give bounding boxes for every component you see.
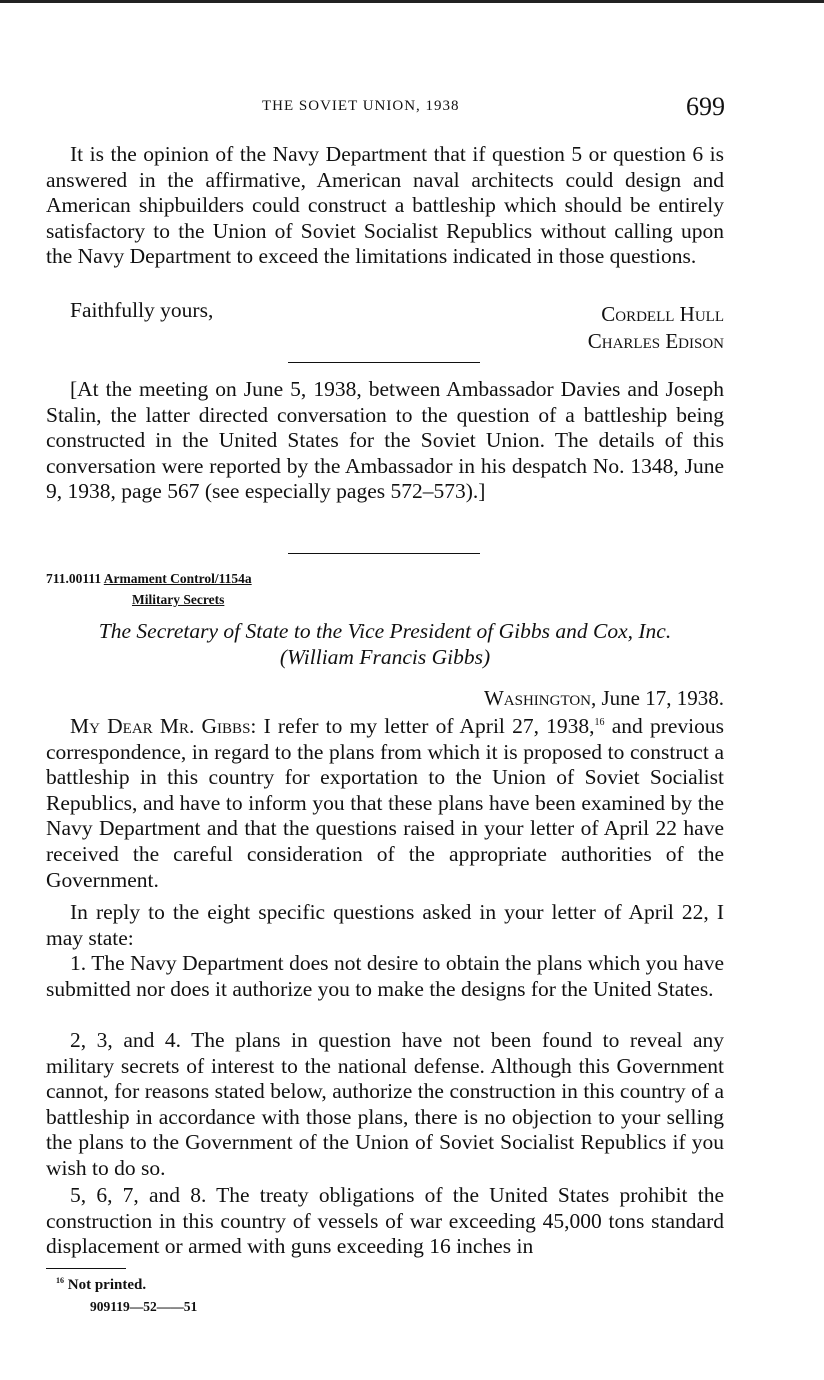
bracketed-editorial-note: [At the meeting on June 5, 1938, between Ambassador Davies and Joseph Stalin, the latter directed conversation to the question of a battleship being constructed in the United States for the Soviet Union. The details of this conversation were reported by the Ambassador in his despatch No. 1348, June 9, 1938, page 567 (see especially pages 572–573).] <box>46 377 724 504</box>
salutation: My Dear Mr. Gibbs <box>70 714 251 738</box>
dateline <box>484 686 724 711</box>
dateline-place: Washington <box>483 686 591 710</box>
file-number-main: Armament Control/1154a <box>103 571 252 586</box>
signature-hull: Cordell Hull <box>601 302 724 326</box>
file-number <box>46 571 252 587</box>
section-divider <box>288 362 480 363</box>
footnote-reference: 16 <box>594 716 605 728</box>
closing: Faithfully yours, <box>70 298 214 322</box>
print-code: 909119—52——51 <box>90 1299 198 1314</box>
page-number: 699 <box>686 92 725 121</box>
signature-edison: Charles Edison <box>587 329 724 353</box>
document-title-line1: The Secretary of State to the Vice President of Gibbs and Cox, Inc. <box>98 619 672 643</box>
document-title-line2: (William Francis Gibbs) <box>279 645 491 669</box>
footnote-text: Not printed. <box>67 1277 147 1293</box>
running-head: THE SOVIET UNION, 1938 <box>262 98 460 114</box>
footnote-divider <box>46 1268 126 1269</box>
paragraph-reply-intro: In reply to the eight specific questions asked in your letter of April 22, I may state: <box>46 900 724 950</box>
footnote <box>56 1276 146 1294</box>
letter-body-b: and previous correspondence, in regard to the plans from which it is proposed to construct a battleship in this country for exportation to the Union of Soviet Socialist Republics, and have to inform you that these plans have been examined by the Navy Department and that the questions raised in your letter of April 22 have received the careful consideration of the appropriate authorities of the Government. <box>46 714 724 892</box>
paragraph-answer-2-4: 2, 3, and 4. The plans in question have not been found to reveal any military secrets of interest to the national defense. Although this Government cannot, for reasons stated below, authorize the construction in this country of a battleship in accordance with those plans, there is no objection to your selling the plans to the Government of the Union of Soviet Socialist Republics if you wish to do so. <box>46 1028 724 1180</box>
letter-body-a: : I refer to my letter of April 27, 1938, <box>250 714 595 738</box>
file-number-prefix: 711.00111 <box>46 571 104 586</box>
section-divider <box>288 553 480 554</box>
paragraph-answer-1: 1. The Navy Department does not desire to obtain the plans which you have submitted nor does it authorize you to make the designs for the United States. <box>46 951 724 1001</box>
dateline-date: , June 17, 1938. <box>591 686 724 710</box>
footnote-mark: 16 <box>56 1276 64 1285</box>
letter-opening-paragraph <box>46 714 724 893</box>
paragraph-navy-opinion: It is the opinion of the Navy Department that if question 5 or question 6 is answered in the affirmative, American naval architects could design and American shipbuilders could construct a battleship which should be entirely satisfactory to the Union of Soviet Socialist Republics without calling upon the Navy Department to exceed the limitations indicated in those questions. <box>46 142 724 269</box>
file-subject: Military Secrets <box>132 592 225 607</box>
document-title <box>46 618 724 670</box>
paragraph-answer-5-8: 5, 6, 7, and 8. The treaty obligations of the United States prohibit the construction in this country of vessels of war exceeding 45,000 tons standard displacement or armed with guns exceeding 16 inches in <box>46 1183 724 1259</box>
